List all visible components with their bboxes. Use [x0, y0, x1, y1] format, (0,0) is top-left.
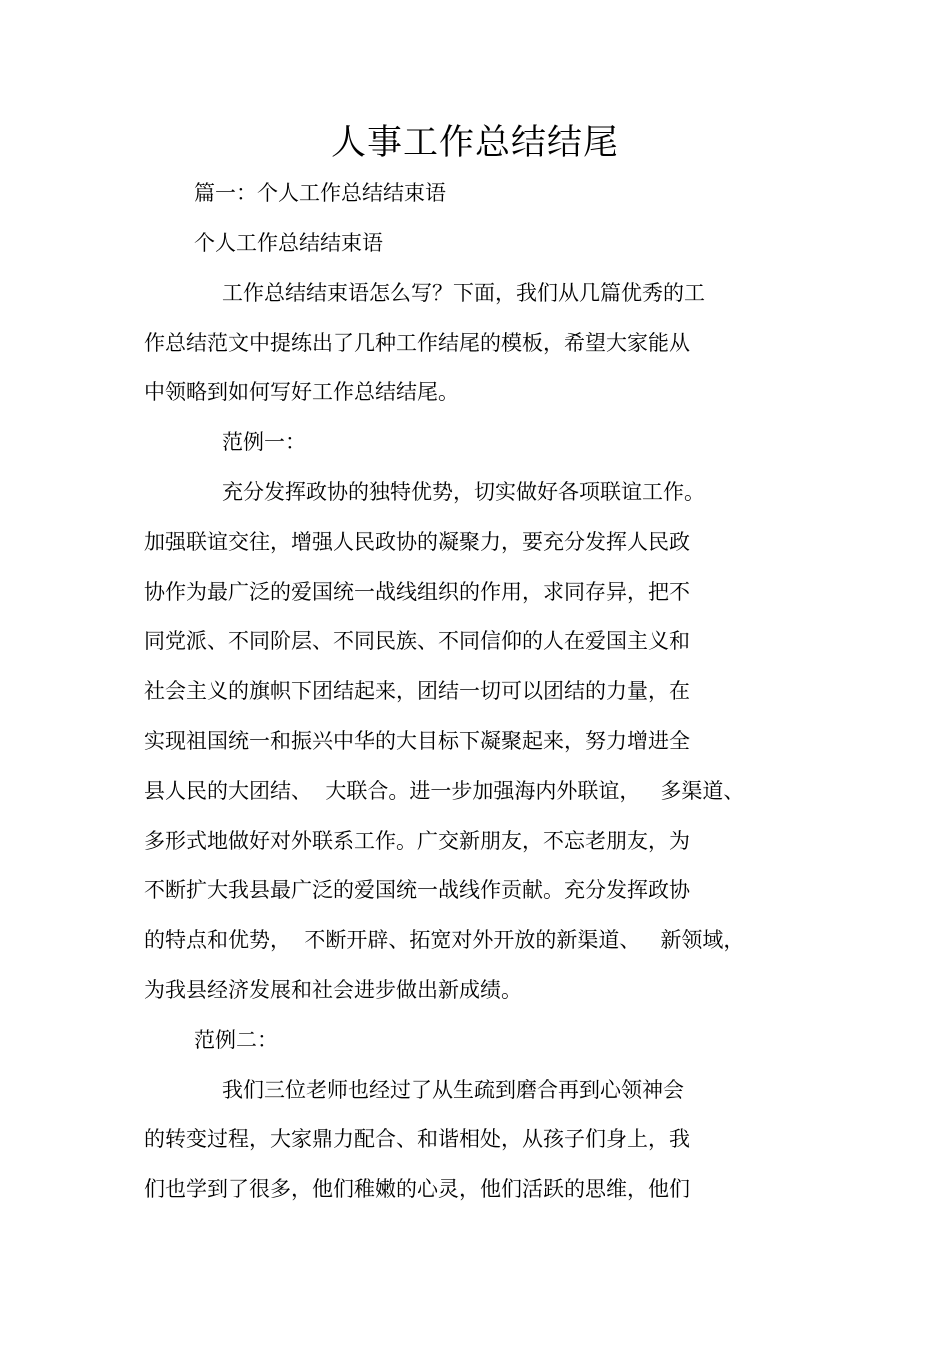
paragraph-line: 县人民的大团结、 大联合。进一步加强海内外联谊， 多渠道、: [144, 779, 745, 803]
document-title: 人事工作总结结尾: [330, 123, 619, 163]
paragraph-line: 不断扩大我县最广泛的爱国统一战线作贡献。充分发挥政协: [144, 878, 690, 902]
subheading: 个人工作总结结束语: [194, 231, 383, 255]
paragraph-line: 我们三位老师也经过了从生疏到磨合再到心领神会: [222, 1078, 684, 1102]
paragraph-line: 同党派、不同阶层、不同民族、不同信仰的人在爱国主义和: [144, 629, 690, 653]
paragraph-line: 们也学到了很多，他们稚嫩的心灵，他们活跃的思维，他们: [144, 1177, 690, 1201]
paragraph-line: 的转变过程，大家鼎力配合、和谐相处，从孩子们身上，我: [144, 1127, 690, 1151]
paragraph-line: 社会主义的旗帜下团结起来，团结一切可以团结的力量，在: [144, 679, 690, 703]
paragraph-line: 中领略到如何写好工作总结结尾。: [144, 380, 459, 404]
section-heading: 篇一：个人工作总结结束语: [194, 181, 446, 205]
paragraph-line: 实现祖国统一和振兴中华的大目标下凝聚起来，努力增进全: [144, 729, 690, 753]
paragraph-line: 加强联谊交往，增强人民政协的凝聚力，要充分发挥人民政: [144, 530, 690, 554]
paragraph-line: 工作总结结束语怎么写？下面，我们从几篇优秀的工: [222, 281, 705, 305]
example-label: 范例一：: [222, 430, 306, 454]
paragraph-line: 作总结范文中提练出了几种工作结尾的模板，希望大家能从: [144, 331, 690, 355]
example-label: 范例二：: [194, 1028, 278, 1052]
paragraph-line: 协作为最广泛的爱国统一战线组织的作用，求同存异，把不: [144, 580, 690, 604]
paragraph-line: 为我县经济发展和社会进步做出新成绩。: [144, 978, 522, 1002]
paragraph-line: 多形式地做好对外联系工作。广交新朋友，不忘老朋友，为: [144, 829, 690, 853]
paragraph-line: 的特点和优势， 不断开辟、拓宽对外开放的新渠道、 新领域，: [144, 928, 745, 952]
paragraph-line: 充分发挥政协的独特优势，切实做好各项联谊工作。: [222, 480, 705, 504]
